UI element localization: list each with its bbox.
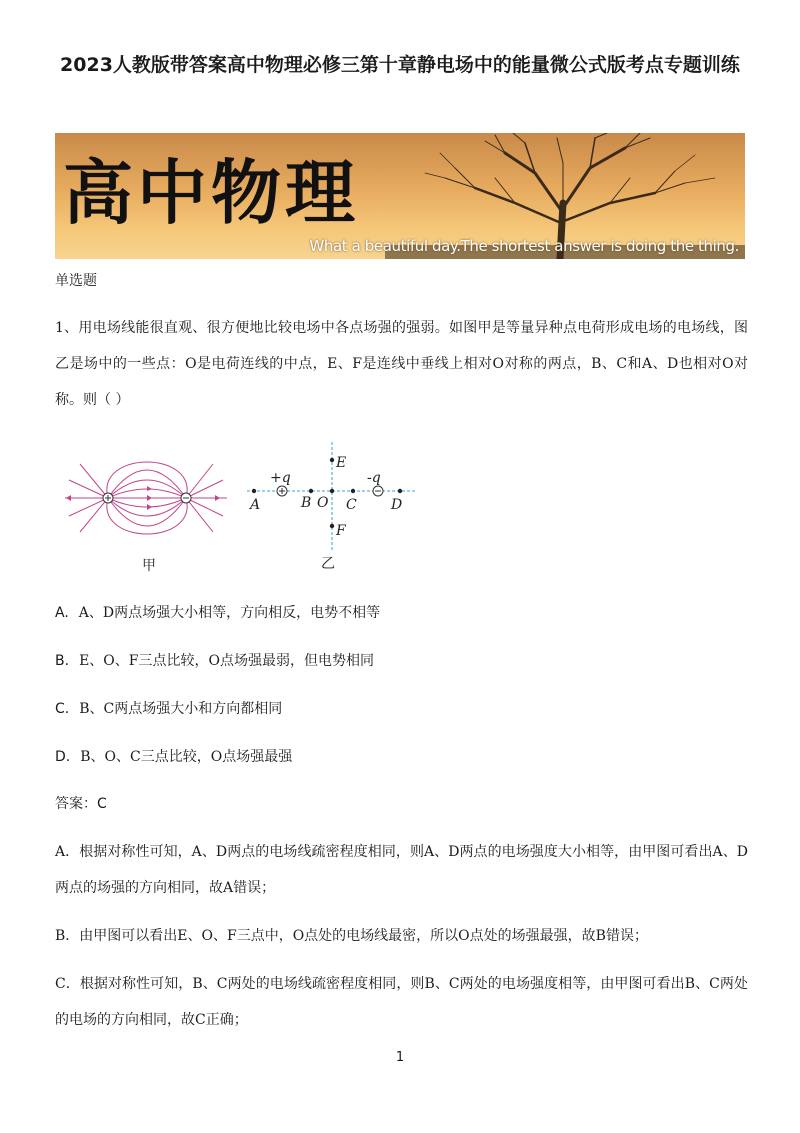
explanation-b: B．由甲图可以看出E、O、F三点中，O点处的电场线最密，所以O点处的场强最强，故B错误； (55, 928, 648, 944)
explanation-a: A．根据对称性可知，A、D两点的电场线疏密程度相同，则A、D两点的电场强度大小相等，由甲图可看出A、D两点的场强的方向相同，故A错误； (55, 844, 748, 896)
points-diagram (247, 442, 417, 572)
point-a-label: A (250, 497, 261, 513)
option-c (55, 698, 748, 720)
figure-jia-label: 甲 (142, 558, 156, 574)
explanation-c: C．根据对称性可知，B、C两处的电场线疏密程度相同，则B、C两处的电场强度相等，由甲图可看出B、C两处的电场的方向相同，故C正确； (55, 976, 748, 1028)
banner-title: 高中物理 (63, 151, 359, 234)
point-c-label: C (346, 497, 357, 513)
plus-q-label: +q (270, 470, 291, 486)
option-b-letter: B. (55, 653, 70, 669)
option-c-letter: C. (55, 701, 70, 717)
point-f-label: F (336, 523, 346, 539)
option-c-text: B、C两点场强大小和方向都相同 (79, 701, 283, 717)
point-b-label: B (301, 495, 312, 511)
point-e-label: E (336, 455, 347, 471)
option-a-text: A、D两点场强大小相等，方向相反，电势不相等 (78, 605, 381, 621)
option-a-letter: A. (55, 605, 69, 621)
banner-caption: What a beautiful day.The shortest answer is doing the thing. (309, 237, 739, 255)
electric-field-figure (55, 440, 425, 575)
minus-q-label: -q (367, 470, 381, 486)
option-b-text: E、O、F三点比较，O点场强最弱，但电势相同 (79, 653, 374, 669)
question-stem: 1、用电场线能很直观、很方便地比较电场中各点场强的强弱。如图甲是等量异种点电荷形成电场的电场线，图乙是场中的一些点：O是电荷连线的中点，E、F是连线中垂线上相对O对称的两点，B、C和A、D也相对O对称。则（ ） (55, 320, 748, 408)
answer-line: 答案：C (55, 796, 107, 812)
option-d (55, 746, 748, 768)
section-label: 单选题 (55, 273, 97, 289)
banner-image (55, 133, 745, 259)
point-d-label: D (391, 497, 403, 513)
option-d-letter: D. (55, 749, 71, 765)
page-number: 1 (395, 1050, 405, 1065)
option-a (55, 602, 748, 624)
figure-yi-label: 乙 (321, 556, 335, 572)
option-d-text: B、O、C三点比较，O点场强最强 (80, 749, 293, 765)
option-b (55, 650, 748, 672)
field-lines-diagram (65, 462, 227, 534)
point-o-label: O (317, 495, 329, 511)
document-title: 2023人教版带答案高中物理必修三第十章静电场中的能量微公式版考点专题训练 (60, 54, 740, 76)
